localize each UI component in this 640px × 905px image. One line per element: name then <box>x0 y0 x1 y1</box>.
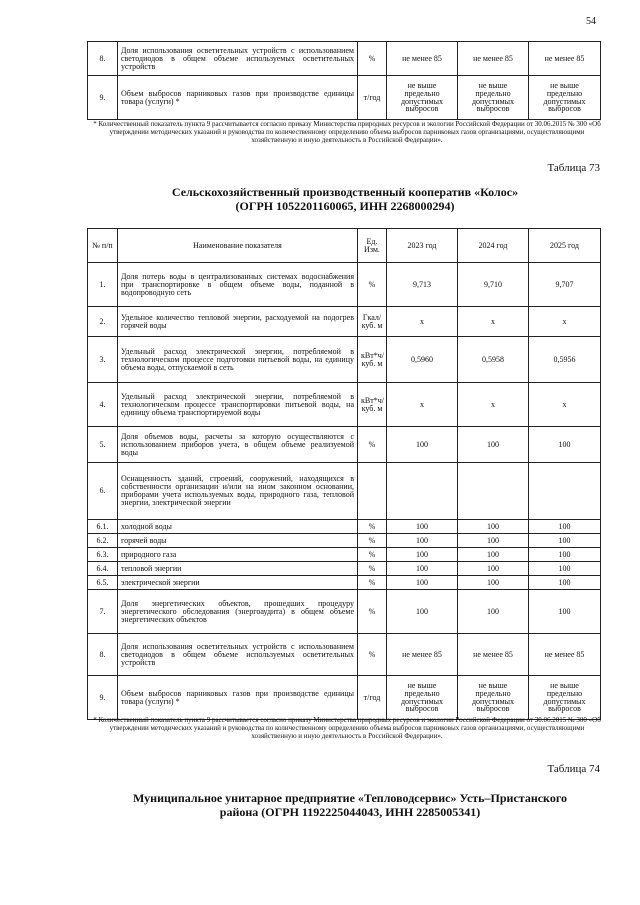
value-2023: x <box>387 383 458 427</box>
indicator-name: Объем выбросов парниковых газов при производстве единицы товара (услуги) * <box>118 676 358 720</box>
value-2025: x <box>529 307 601 337</box>
table-73-heading <box>90 186 600 214</box>
row-number: 2. <box>88 307 118 337</box>
value-2023: 100 <box>387 576 458 590</box>
value-2024: не выше предельно допустимых выбросов <box>471 80 515 114</box>
value-2023: 0,5960 <box>387 337 458 383</box>
table-header-row <box>88 229 601 263</box>
indicator-name: Оснащенность зданий, строений, сооружений, находящихся в собственности организации и/или на ином законном основании, приборами учета используемых воды, природного газа, тепловой энергии, электрической энергии <box>118 463 358 520</box>
row-number: 5. <box>88 427 118 463</box>
row-number: 3. <box>88 337 118 383</box>
value-2024: 0,5958 <box>458 337 529 383</box>
unit-cell: т/год <box>358 76 387 120</box>
value-2025: 100 <box>529 427 601 463</box>
unit-cell: % <box>358 576 387 590</box>
value-2023: 100 <box>387 534 458 548</box>
unit-cell: % <box>358 590 387 634</box>
table-74-heading <box>70 792 630 820</box>
table-74-heading-org: Муниципальное унитарное предприятие «Тепловодсервис» Усть–Пристанского <box>133 791 567 805</box>
table-73-heading-ids: (ОГРН 1052201160065, ИНН 2268000294) <box>235 198 455 213</box>
unit-cell: % <box>358 634 387 676</box>
row-number: 9. <box>88 76 118 120</box>
table-row <box>88 76 601 120</box>
value-2023: не менее 85 <box>387 42 458 76</box>
table-74-label: Таблица 74 <box>547 763 600 775</box>
value-2025: 100 <box>529 548 601 562</box>
value-2024: не выше предельно допустимых выбросов <box>471 680 515 714</box>
indicator-name: горячей воды <box>118 534 358 548</box>
value-2024 <box>458 463 529 520</box>
value-2025: не выше предельно допустимых выбросов <box>543 680 586 714</box>
value-2023: не менее 85 <box>387 634 458 676</box>
unit-cell: т/год <box>358 676 387 720</box>
indicator-name: Доля использования осветительных устройств с использованием светодиодов в общем объеме используемых осветительных устройств <box>118 42 358 76</box>
table-73-label: Таблица 73 <box>547 162 600 174</box>
value-2024: 100 <box>458 562 529 576</box>
table-row <box>88 383 601 427</box>
row-number: 6.4. <box>88 562 118 576</box>
value-2025: 0,5956 <box>529 337 601 383</box>
value-2024: не менее 85 <box>458 634 529 676</box>
table-row <box>88 307 601 337</box>
value-2023: 100 <box>387 520 458 534</box>
header-num: № п/п <box>88 229 118 263</box>
indicator-name: электрической энергии <box>118 576 358 590</box>
value-2024: 9,710 <box>458 263 529 307</box>
header-2025: 2025 год <box>529 229 601 263</box>
unit-cell: % <box>358 562 387 576</box>
table-74-heading-ids: района (ОГРН 1192225044043, ИНН 2285005341) <box>219 804 481 819</box>
value-2024: не менее 85 <box>458 42 529 76</box>
unit-cell: % <box>358 427 387 463</box>
table-row <box>88 548 601 562</box>
table-row <box>88 337 601 383</box>
row-number: 8. <box>88 42 118 76</box>
footnote-table-73: * Количественный показатель пункта 9 рассчитывается согласно приказу Министерства природных ресурсов и экологии Российской Федерации от 30.06.2015 № 300 «Об утверждении методических указаний и руководства по количественному определению объема выбросов парниковых газов организациями, осуществляющими хозяйственную и иную деятельность в Российской Федерации». <box>93 716 601 740</box>
indicator-name: Объем выбросов парниковых газов при производстве единицы товара (услуги) * <box>118 76 358 120</box>
row-number: 4. <box>88 383 118 427</box>
row-number: 9. <box>88 676 118 720</box>
table-row <box>88 676 601 720</box>
table-row <box>88 263 601 307</box>
indicator-name: холодной воды <box>118 520 358 534</box>
indicator-name: Удельный расход электрической энергии, потребляемой в технологическом процессе подготовки питьевой воды, на единицу объема воды, отпускаемой в сеть <box>118 337 358 383</box>
value-2025: 9,707 <box>529 263 601 307</box>
indicator-name: тепловой энергии <box>118 562 358 576</box>
table-row <box>88 534 601 548</box>
header-2023: 2023 год <box>387 229 458 263</box>
table-row <box>88 634 601 676</box>
value-2023: 9,713 <box>387 263 458 307</box>
unit-cell: % <box>358 534 387 548</box>
row-number: 6. <box>88 463 118 520</box>
table-row <box>88 590 601 634</box>
value-2025: x <box>529 383 601 427</box>
table-73-heading-org: Сельскохозяйственный производственный кооператив «Колос» <box>171 185 519 199</box>
indicator-name: Удельный расход электрической энергии, потребляемой в технологическом процессе транспортировки питьевой воды, на единицу объема транспортируемой воды <box>118 383 358 427</box>
unit-cell: % <box>358 42 387 76</box>
table-row <box>88 42 601 76</box>
row-number: 7. <box>88 590 118 634</box>
header-2024: 2024 год <box>458 229 529 263</box>
row-number: 1. <box>88 263 118 307</box>
table-row <box>88 520 601 534</box>
value-2024: 100 <box>458 427 529 463</box>
value-2025: 100 <box>529 562 601 576</box>
value-2025 <box>529 463 601 520</box>
row-number: 6.2. <box>88 534 118 548</box>
row-number: 6.5. <box>88 576 118 590</box>
value-2023: 100 <box>387 590 458 634</box>
indicator-name: природного газа <box>118 548 358 562</box>
value-2025: 100 <box>529 576 601 590</box>
value-2024: 100 <box>458 590 529 634</box>
value-2025: не менее 85 <box>529 42 601 76</box>
unit-cell: кВт*ч/ куб. м <box>358 383 387 427</box>
unit-cell: кВт*ч/ куб. м <box>358 337 387 383</box>
page-number: 54 <box>586 16 596 27</box>
row-number: 8. <box>88 634 118 676</box>
value-2023: x <box>387 307 458 337</box>
value-2023 <box>387 463 458 520</box>
indicator-name: Доля энергетических объектов, прошедших процедуру энергетического обследования (энергоаудита) в общем объеме энергетических объектов <box>118 590 358 634</box>
value-2024: 100 <box>458 520 529 534</box>
value-2024: 100 <box>458 576 529 590</box>
unit-cell: Гкал/ куб. м <box>358 307 387 337</box>
table-row <box>88 463 601 520</box>
value-2024: 100 <box>458 534 529 548</box>
value-2025: 100 <box>529 534 601 548</box>
value-2025: не выше предельно допустимых выбросов <box>543 80 586 114</box>
value-2023: 100 <box>387 548 458 562</box>
table-73 <box>87 228 601 720</box>
value-2024: x <box>458 383 529 427</box>
table-row <box>88 576 601 590</box>
value-2025: 100 <box>529 520 601 534</box>
indicator-name: Доля потерь воды в централизованных системах водоснабжения при транспортировке в общем объеме воды, поданной в водопроводную сеть <box>118 263 358 307</box>
indicator-name: Удельное количество тепловой энергии, расходуемой на подогрев горячей воды <box>118 307 358 337</box>
indicator-name: Доля объемов воды, расчеты за которую осуществляются с использованием приборов учета, в общем объеме реализуемой воды <box>118 427 358 463</box>
footnote-top: * Количественный показатель пункта 9 рассчитывается согласно приказу Министерства природных ресурсов и экологии Российской Федерации от 30.06.2015 № 300 «Об утверждении методических указаний и руководства по количественному определению объема выбросов парниковых газов организациями, осуществляющими хозяйственную и иную деятельность в Российской Федерации». <box>93 120 601 144</box>
indicator-name: Доля использования осветительных устройств с использованием светодиодов в общем объеме используемых осветительных устройств <box>118 634 358 676</box>
unit-cell: % <box>358 520 387 534</box>
unit-cell <box>358 463 387 520</box>
row-number: 6.1. <box>88 520 118 534</box>
header-name: Наименование показателя <box>118 229 358 263</box>
value-2024: 100 <box>458 548 529 562</box>
value-2025: 100 <box>529 590 601 634</box>
value-2023: не выше предельно допустимых выбросов <box>400 80 444 114</box>
value-2023: 100 <box>387 562 458 576</box>
table-row <box>88 562 601 576</box>
table-row <box>88 427 601 463</box>
value-2023: 100 <box>387 427 458 463</box>
row-number: 6.3. <box>88 548 118 562</box>
unit-cell: % <box>358 263 387 307</box>
top-indicators-table <box>87 41 601 120</box>
unit-cell: % <box>358 548 387 562</box>
value-2025: не менее 85 <box>529 634 601 676</box>
value-2024: x <box>458 307 529 337</box>
header-unit: Ед. Изм. <box>358 229 387 263</box>
value-2023: не выше предельно допустимых выбросов <box>400 680 444 714</box>
